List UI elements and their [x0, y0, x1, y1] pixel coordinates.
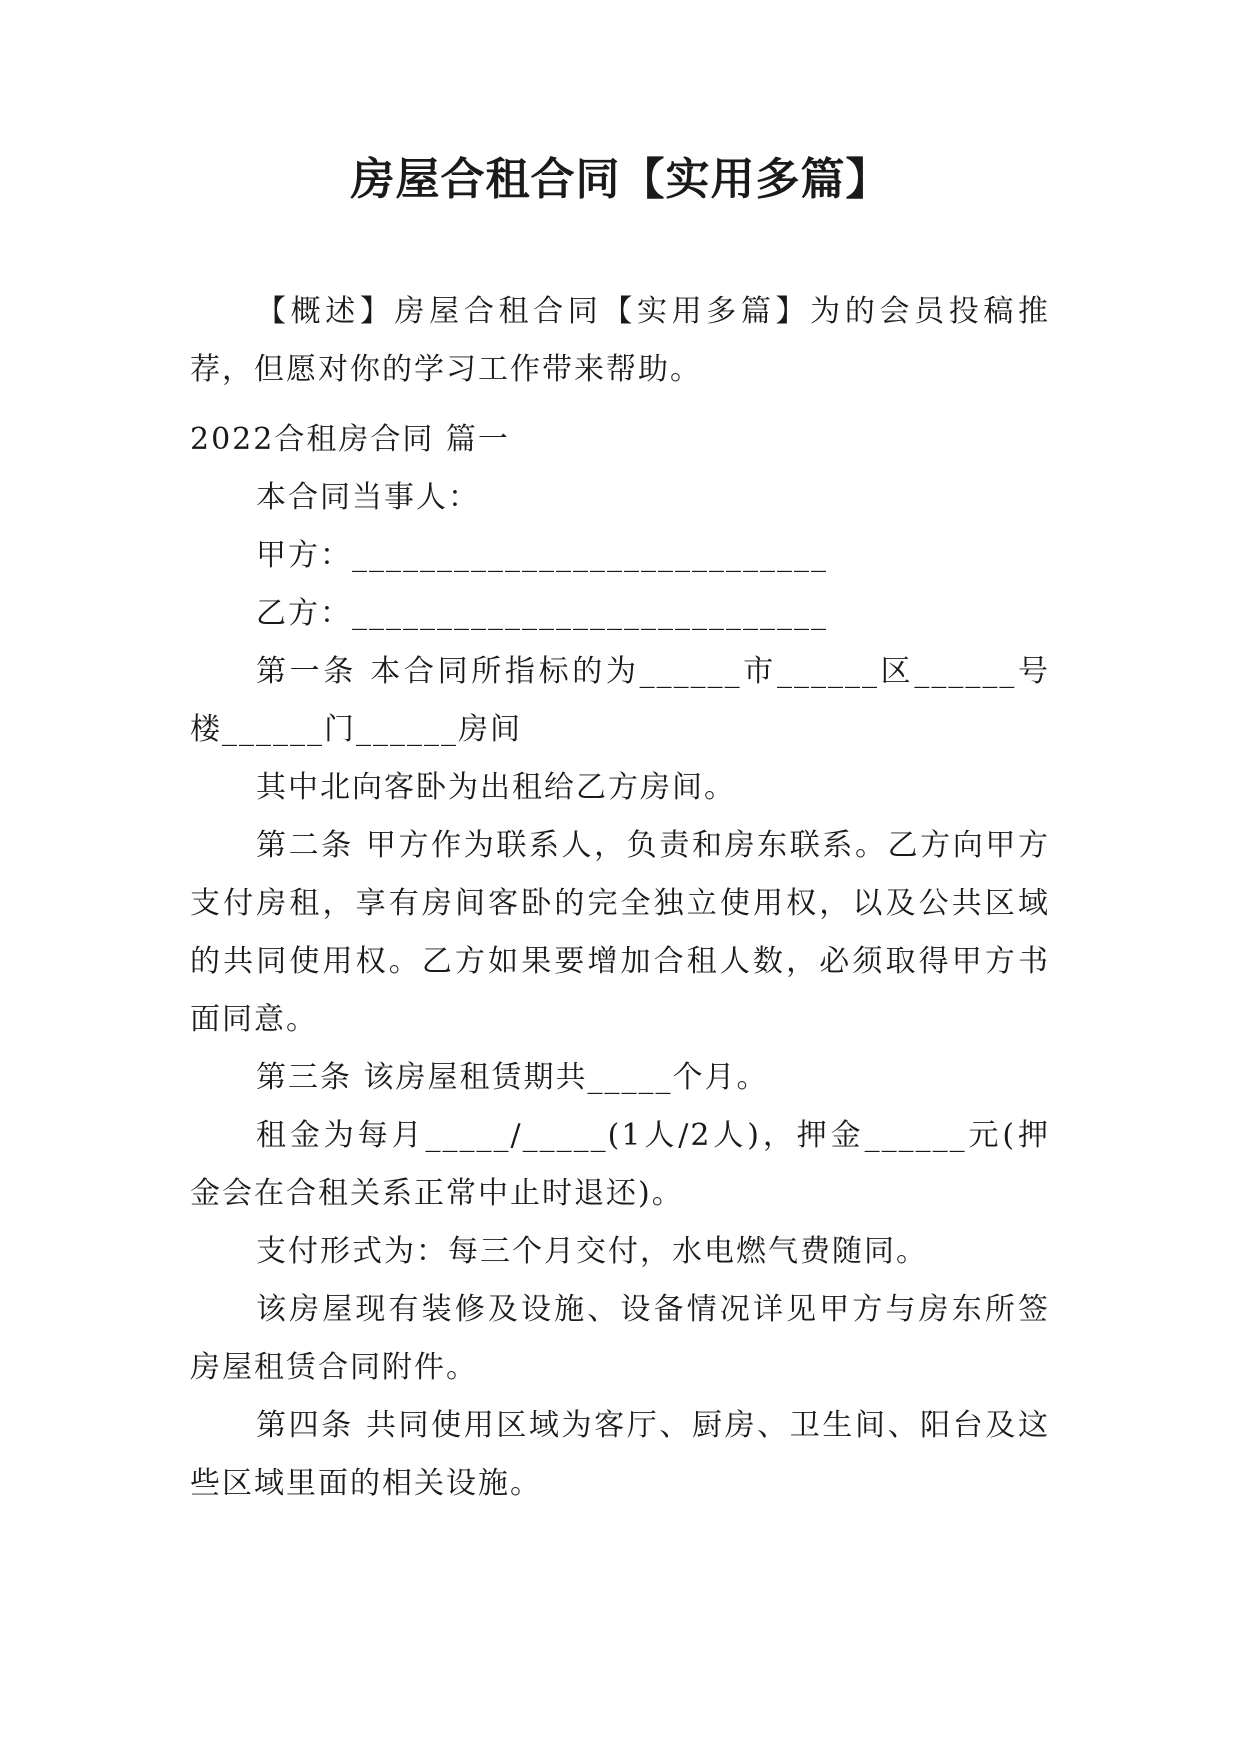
- article-1-note: 其中北向客卧为出租给乙方房间。: [256, 770, 736, 805]
- article-4: 第四条 共同使用区域为客厅、厨房、卫生间、阳台及这些区域里面的相关设施。: [190, 1408, 1050, 1501]
- party-a-line: 甲方：____________________________: [256, 538, 828, 573]
- payment-paragraph: 支付形式为：每三个月交付，水电燃气费随同。: [256, 1234, 928, 1269]
- party-b-line: 乙方：____________________________: [256, 596, 828, 631]
- facilities-paragraph: 该房屋现有装修及设施、设备情况详见甲方与房东所签房屋租赁合同附件。: [190, 1292, 1050, 1385]
- article-1: 第一条 本合同所指标的为______市______区______号楼______门______房间: [190, 654, 1050, 747]
- summary-paragraph: 【概述】房屋合租合同【实用多篇】为的会员投稿推荐，但愿对你的学习工作带来帮助。: [190, 294, 1050, 387]
- parties-intro: 本合同当事人：: [256, 480, 480, 515]
- section-heading: 2022合租房合同 篇一: [190, 422, 510, 457]
- article-3: 第三条 该房屋租赁期共_____个月。: [256, 1060, 769, 1095]
- article-2: 第二条 甲方作为联系人，负责和房东联系。乙方向甲方支付房租，享有房间客卧的完全独立使用权，以及公共区域的共同使用权。乙方如果要增加合租人数，必须取得甲方书面同意。: [190, 828, 1050, 1037]
- document-title: 房屋合租合同【实用多篇】: [350, 154, 891, 205]
- rent-paragraph: 租金为每月_____/_____(1人/2人)，押金______元(押金会在合租关系正常中止时退还)。: [190, 1118, 1050, 1211]
